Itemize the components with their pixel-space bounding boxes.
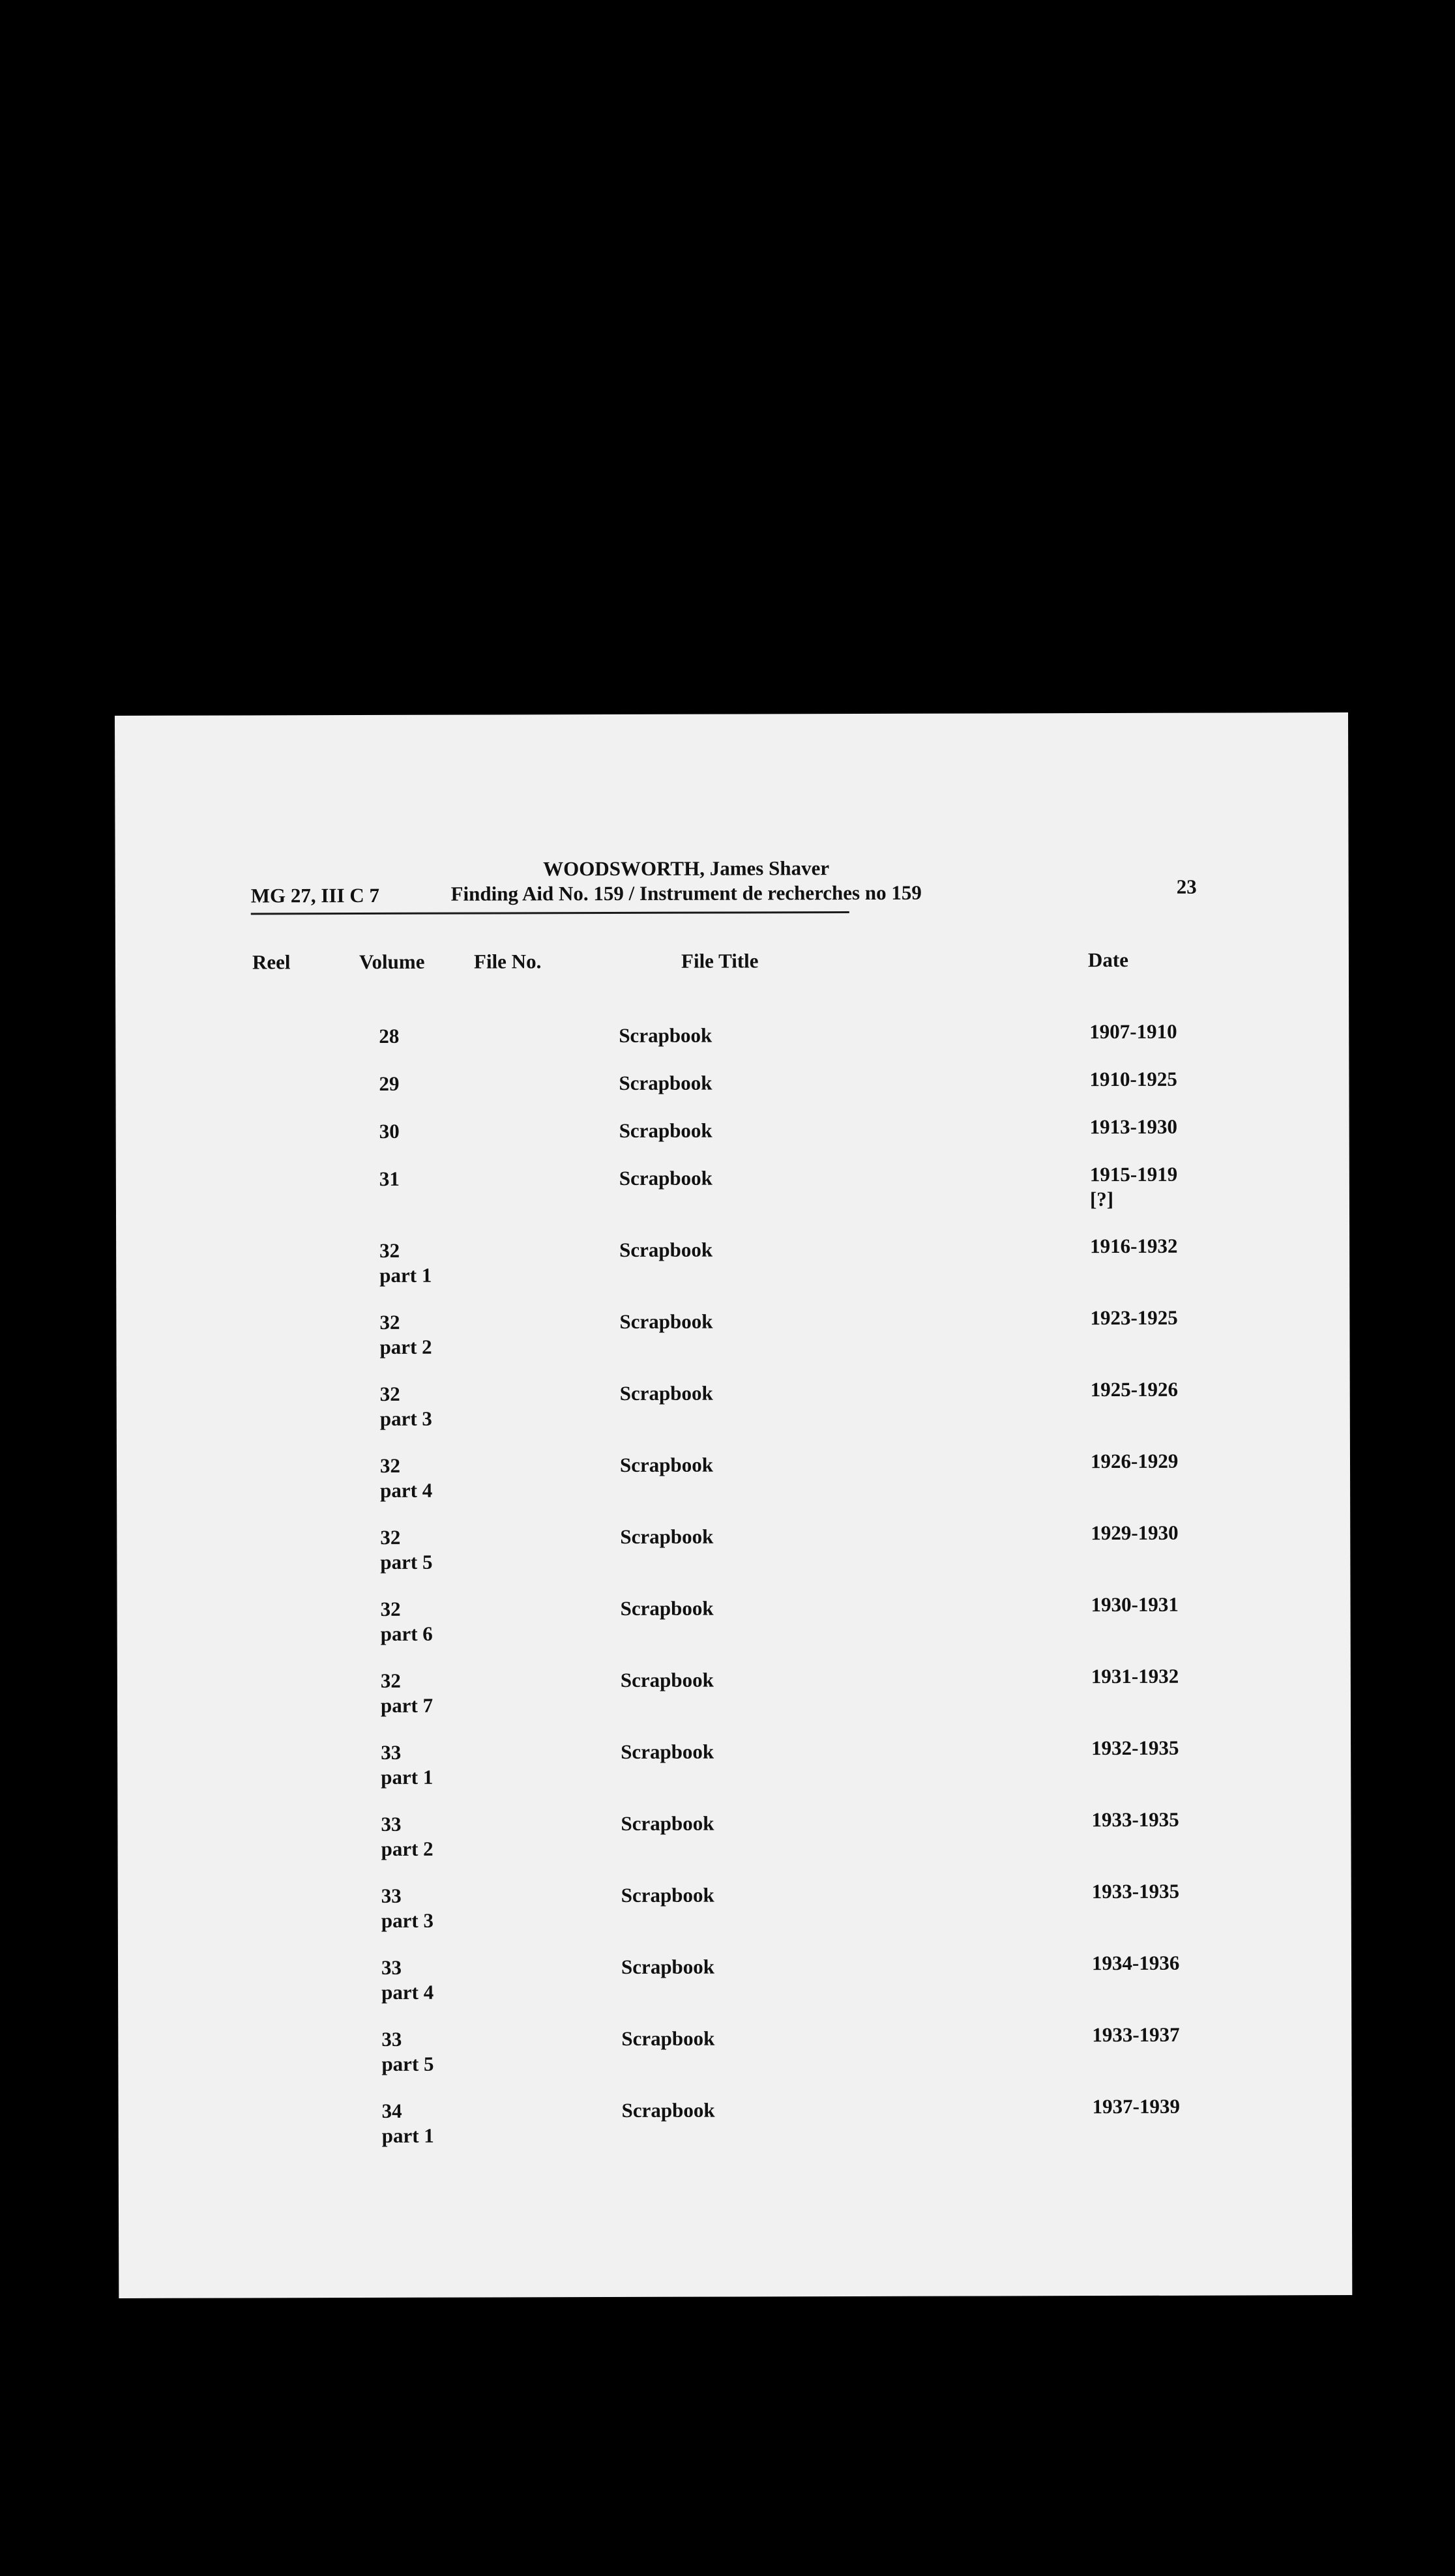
date-cell: 1910-1925 — [1089, 1067, 1177, 1091]
file-title-cell: Scrapbook — [619, 1023, 713, 1047]
table-row — [118, 2025, 1351, 2093]
file-title-cell: Scrapbook — [620, 1596, 714, 1620]
document-title: WOODSWORTH, James Shaver — [543, 856, 830, 881]
table-row — [117, 1523, 1350, 1591]
column-header-file-title: File Title — [681, 949, 759, 973]
table-row — [118, 1881, 1351, 1950]
archive-reference: MG 27, III C 7 — [250, 883, 379, 907]
date-cell: 1923-1925 — [1090, 1306, 1178, 1330]
file-title-cell: Scrapbook — [620, 1668, 714, 1691]
volume-cell: 32 — [379, 1310, 400, 1334]
volume-cell: 33 — [381, 2027, 402, 2051]
file-title-cell: Scrapbook — [621, 2098, 715, 2122]
date-cell: 1926-1929 — [1090, 1449, 1179, 1473]
file-title-cell: Scrapbook — [619, 1071, 713, 1094]
date-cell: 1915-1919 — [1089, 1162, 1178, 1186]
file-title-cell: Scrapbook — [621, 1955, 715, 1978]
date-cell: 1931-1932 — [1091, 1664, 1179, 1688]
file-title-cell: Scrapbook — [619, 1310, 713, 1333]
part-cell: part 1 — [379, 1263, 432, 1287]
column-header-date: Date — [1087, 948, 1129, 972]
volume-cell: 32 — [379, 1238, 400, 1262]
volume-cell: 32 — [379, 1454, 401, 1477]
part-cell: part 3 — [381, 1909, 434, 1932]
table-row — [116, 1236, 1349, 1304]
part-cell: part 3 — [379, 1407, 432, 1430]
table-row — [117, 1809, 1351, 1878]
date-cell: 1913-1930 — [1089, 1115, 1178, 1139]
volume-cell: 32 — [380, 1525, 401, 1549]
volume-cell: 31 — [379, 1167, 400, 1190]
date-note-cell: [?] — [1089, 1187, 1114, 1211]
document-page — [115, 712, 1352, 2298]
date-cell: 1930-1931 — [1091, 1592, 1179, 1617]
table-row — [117, 1594, 1351, 1663]
date-cell: 1907-1910 — [1089, 1019, 1177, 1044]
file-title-cell: Scrapbook — [619, 1119, 713, 1142]
volume-cell: 33 — [381, 1812, 402, 1836]
date-cell: 1916-1932 — [1090, 1234, 1178, 1258]
table-row — [117, 1451, 1350, 1519]
page-number: 23 — [1176, 875, 1197, 898]
column-header-file-no: File No. — [473, 950, 542, 973]
part-cell: part 2 — [381, 1837, 434, 1860]
file-title-cell: Scrapbook — [619, 1381, 713, 1405]
part-cell: part 5 — [381, 2052, 434, 2075]
volume-cell: 28 — [379, 1024, 400, 1047]
table-row — [118, 1953, 1351, 2021]
finding-aid-subtitle: Finding Aid No. 159 / Instrument de recherches no 159 — [450, 881, 922, 905]
file-title-cell: Scrapbook — [621, 1811, 714, 1835]
date-cell: 1929-1930 — [1091, 1521, 1179, 1545]
volume-cell: 32 — [379, 1382, 400, 1405]
part-cell: part 4 — [381, 1980, 434, 2004]
part-cell: part 1 — [381, 2124, 434, 2147]
table-row — [117, 1379, 1350, 1448]
date-cell: 1934-1936 — [1091, 1951, 1180, 1975]
date-cell: 1932-1935 — [1091, 1736, 1179, 1760]
part-cell: part 1 — [381, 1765, 434, 1789]
date-cell: 1937-1939 — [1092, 2094, 1180, 2118]
volume-cell: 33 — [381, 1884, 402, 1907]
date-cell: 1933-1937 — [1092, 2023, 1180, 2047]
part-cell: part 6 — [380, 1622, 433, 1645]
date-cell: 1925-1926 — [1090, 1377, 1179, 1401]
volume-cell: 32 — [380, 1597, 401, 1620]
part-cell: part 5 — [380, 1550, 433, 1573]
file-title-cell: Scrapbook — [621, 1740, 714, 1763]
volume-cell: 33 — [381, 1740, 402, 1764]
volume-cell: 34 — [381, 2099, 402, 2122]
volume-cell: 30 — [379, 1119, 400, 1143]
part-cell: part 4 — [380, 1478, 433, 1502]
volume-cell: 32 — [380, 1669, 401, 1692]
header-rule — [251, 911, 849, 915]
table-row — [119, 2096, 1352, 2165]
date-cell: 1933-1935 — [1091, 1808, 1179, 1832]
table-row — [117, 1738, 1351, 1806]
file-title-cell: Scrapbook — [621, 2027, 715, 2050]
table-row — [117, 1666, 1351, 1734]
table-row — [116, 1164, 1349, 1233]
file-title-cell: Scrapbook — [620, 1525, 714, 1548]
volume-cell: 29 — [379, 1072, 400, 1095]
file-title-cell: Scrapbook — [619, 1453, 714, 1476]
column-header-volume: Volume — [359, 950, 425, 974]
file-title-cell: Scrapbook — [619, 1238, 713, 1261]
file-title-cell: Scrapbook — [619, 1166, 713, 1190]
column-header-reel: Reel — [252, 950, 291, 974]
file-title-cell: Scrapbook — [621, 1883, 714, 1907]
part-cell: part 2 — [379, 1335, 432, 1358]
volume-cell: 33 — [381, 1955, 402, 1979]
part-cell: part 7 — [380, 1693, 434, 1717]
date-cell: 1933-1935 — [1091, 1879, 1180, 1903]
table-row — [116, 1308, 1349, 1376]
